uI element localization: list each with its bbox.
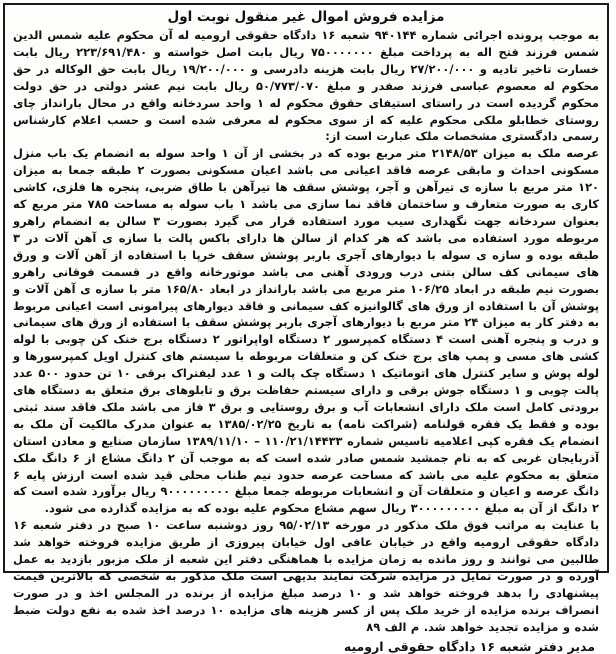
notice-signature: مدیر دفتر شعبه ۱۶ دادگاه حقوقی ارومیه xyxy=(343,638,595,654)
notice-paragraph-auction-terms: با عنایت به مراتب فوق ملک مذکور در مورخه ۹۵/۰۲/۱۳ روز دوشنبه ساعت ۱۰ صبح در دفتر شعبه ۱۶ دادگاه حقوقی ارومیه واقع در خیابان عافی اول خیابان پیروزی از طریق مزایده فروخته خواهد شد طالبین می توانند و روز مانده به زمان مزایده با هماهنگی دفتر این شعبه از ملک مزبور بازدید به عمل آورده و در صورت تمایل در مزایده شرکت نمایند بدیهی است ملک مذکور به شخصی که بالاترین قیمت پیشنهادی را بدهد فروخته خواهد شد و ۱۰ درصد مبلغ مزایده از برنده در المجلس اخذ و در صورت انصراف برنده مزایده از خرید ملک پس از کسر هزینه های مزایده ۱۰ درصد اخذ شده به نفع دولت ضبط شده و مزایده تجدید خواهد شد. م الف ۸۹ xyxy=(13,518,599,634)
notice-paragraph-property-description: عرصه ملک به میزان ۲۱۴۸/۵۳ متر مربع بوده که در بخشی از آن ۱ واحد سوله به انضمام یک باب منزل مسکونی احداث و مابقی عرصه فاقد اعیانی می باشد اعیان مسکونی بصورت ۲ طبقه جمعا به میزان ۱۲۰ متر مربع با سازه ی تیرآهن و آجر، پوشش سقف ها تیرآهن با طاق ضربی، پنجره ها فلزی، کاشی کاری به صورت متعارف و ساختمان فاقد نما سازی می باشد ۱ باب سوله به مساحت ۷۸۵ متر مربع که بعنوان سردخانه جهت نگهداری سیب مورد استفاده قرار می گیرد بصورت ۳ سالن به انضمام راهرو مربوطه مورد استفاده می باشد که هر کدام از سالن ها دارای باکس پالت با سازه ی آهن آلات در ۳ طبقه بوده و سازه ی سوله با دیوارهای آجری باربر پوشش سقف خرپا با استفاده از آهن آلات و ورق های سیمانی کف سالن بتنی درب ورودی آهنی می باشد موتورخانه واقع در قسمت فوقانی راهرو بصورت نیم طبقه در ابعاد ۱۰۶/۲۵ متر مربع می باشد بارانداز در ابعاد ۱۶۵/۸۰ متر با سازه ی آهن آلات و پوشش آن با استفاده از ورق های گالوانیزه کف سیمانی و فاقد دیوارهای پیرامونی است اعیانی مربوط به دفتر کار به میزان ۲۴ متر مربع با دیوارهای آجری باربر پوشش سقف با استفاده از ورق های سیمانی و درب و پنجره آهنی است ۴ دستگاه کمپرسور ۲ دستگاه اواپراتور ۲ دستگاه برج خنک کن چوبی با لوله کشی های مسی و پمپ های برج خنک کن و متعلقات مربوطه با سیستم های کنترل اویل کمپرسورها و لوله پوش و سایر کنترل های اتوماتیک ۱ دستگاه چک پالت و ۱ عدد لیفتراک برقی ۱۰ تن حدود ۵۰۰ عدد پالت چوبی و ۱ دستگاه جوش برقی و دارای سیستم حفاظت برق و تابلوهای برق متعلق به دستگاه های برودتی کامل است ملک دارای انشعابات آب و برق روستایی و برق ۳ فاز می باشد ملک فاقد سند ثبتی بوده و فقط یک فقره قولنامه (شراکت نامه) به تاریخ ۱۳۸۵/۰۲/۲۵ به عنوان مدرک مالکیت آن ملک به انضمام یک فقره کپی اعلامیه تاسیس شماره ۱۱۰/۲۱/۱۴۴۳۳ – ۱۳۸۹/۱۱/۱۰ سازمان صنایع و معادن استان آذربایجان غربی که به نام جمشید شمس صادر شده است که به موجب آن ۲ دانگ مشاع از ۶ دانگ ملک متعلق به محکوم علیه می باشد که مساحت عرصه حدود نیم طناب محلی قید شده است ارزش پایه ۶ دانگ عرصه و اعیان و متعلقات آن و انشعابات مربوطه جمعا مبلغ ۹۰۰۰۰۰۰۰۰۰ ریال برآورد شده است که ۲ دانگ از آن به مبلغ ۳۰۰۰۰۰۰۰۰۰ ریال سهم مشاع محکوم علیه بوده که به مزایده گذارده می شود. xyxy=(13,146,600,516)
notice-body xyxy=(5,27,607,636)
legal-notice-clipping xyxy=(3,3,609,654)
notice-title: مزایده فروش اموال غیر منقول نوبت اول xyxy=(167,9,445,25)
notice-paragraph-judgment: به موجب پرونده اجرائی شماره ۹۴۰۱۴۴ شعبه ۱۶ دادگاه حقوقی ارومیه له آن محکوم علیه شمس الدین شمس فرزند فتح اله به پرداخت مبلغ ۷۵۰۰۰۰۰۰۰ ریال بابت اصل خواسته و ۲۲۳/۶۹۱/۴۸۰ ریال بابت خسارت تاخیر تادیه و ۲۷/۲۰۰/۰۰۰ ریال بابت هزینه دادرسی و ۱۹/۲۰۰/۰۰۰ ریال بابت حق الوکاله در حق محکوم له معصوم عباسی فرزند صفدر و مبلغ ۵۰/۷۷۳/۰۷۰ ریال بابت نیم عشر دولتی در حق دولت محکوم گردیده است در راستای استیفای حقوق محکوم له ۱ واحد سردخانه واقع در محال بارانداز چای روستای خطابلو ملکی محکوم علیه که از سوی محکوم له معرفی شده است و حسب اعلام کارشناس رسمی دادگستری مشخصات ملک عبارت است از: xyxy=(13,28,600,144)
